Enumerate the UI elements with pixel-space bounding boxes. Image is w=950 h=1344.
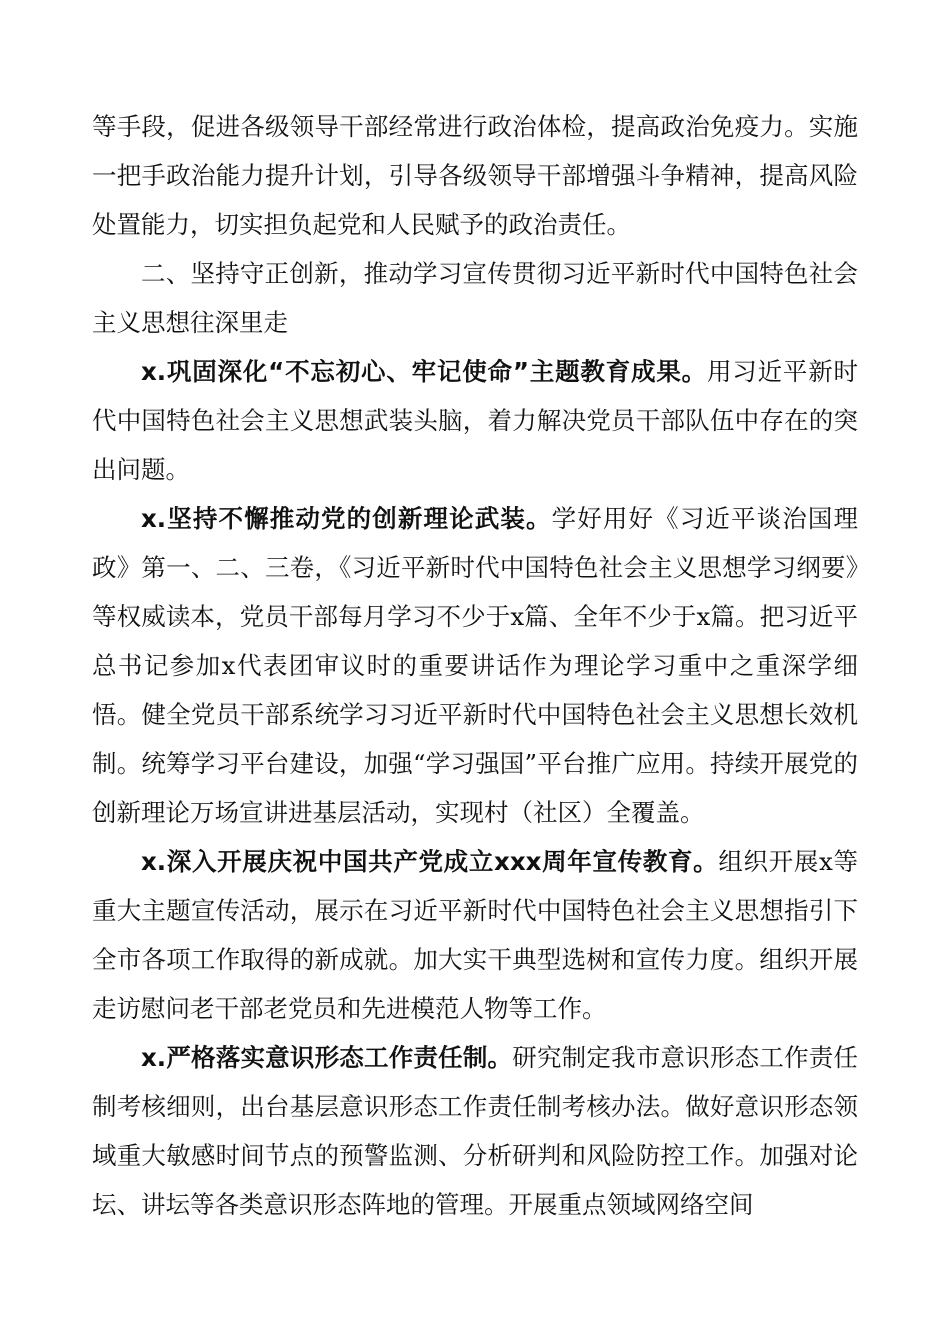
section-heading: 二、坚持守正创新，推动学习宣传贯彻习近平新时代中国特色社会主义思想往深里走: [92, 259, 858, 337]
paragraph-item-1: [92, 347, 858, 494]
paragraph-item-2: [92, 494, 858, 837]
item-4-body: 研究制定我市意识形态工作责任制考核细则，出台基层意识形态工作责任制考核办法。做好意识形态领域重大敏感时间节点的预警监测、分析研判和风险防控工作。加强对论坛、讲坛等各类意识形态阵地的管理。开展重点领域网络空间: [92, 1043, 858, 1219]
item-1-lead: x.巩固深化“不忘初心、牢记使命”主题教育成果。: [141, 357, 707, 386]
item-1-body: 用习近平新时代中国特色社会主义思想武装头脑，着力解决党员干部队伍中存在的突出问题。: [92, 357, 859, 484]
document-page: [92, 102, 858, 1229]
paragraph-continuation: 等手段，促进各级领导干部经常进行政治体检，提高政治免疫力。实施一把手政治能力提升计划，引导各级领导干部增强斗争精神，提高风险处置能力，切实担负起党和人民赋予的政治责任。: [92, 112, 858, 239]
item-3-lead: x.深入开展庆祝中国共产党成立xxx周年宣传教育。: [141, 847, 719, 876]
paragraph-item-3: [92, 837, 858, 1033]
paragraph-item-4: [92, 1033, 858, 1229]
item-2-body: 学好用好《习近平谈治国理政》第一、二、三卷，《习近平新时代中国特色社会主义思想学习纲要》等权威读本，党员干部每月学习不少于x篇、全年不少于x篇。把习近平总书记参加x代表团审议时的重要讲话作为理论学习重中之重深学细悟。健全党员干部系统学习习近平新时代中国特色社会主义思想长效机制。统筹学习平台建设，加强“学习强国”平台推广应用。持续开展党的创新理论万场宣讲进基层活动，实现村（社区）全覆盖。: [92, 504, 859, 827]
item-3-body: 组织开展x等重大主题宣传活动，展示在习近平新时代中国特色社会主义思想指引下全市各项工作取得的新成就。加大实干典型选树和宣传力度。组织开展走访慰问老干部老党员和先进模范人物等工作。: [92, 847, 858, 1023]
item-4-lead: x.严格落实意识形态工作责任制。: [141, 1043, 513, 1072]
item-2-lead: x.坚持不懈推动党的创新理论武装。: [141, 504, 552, 533]
